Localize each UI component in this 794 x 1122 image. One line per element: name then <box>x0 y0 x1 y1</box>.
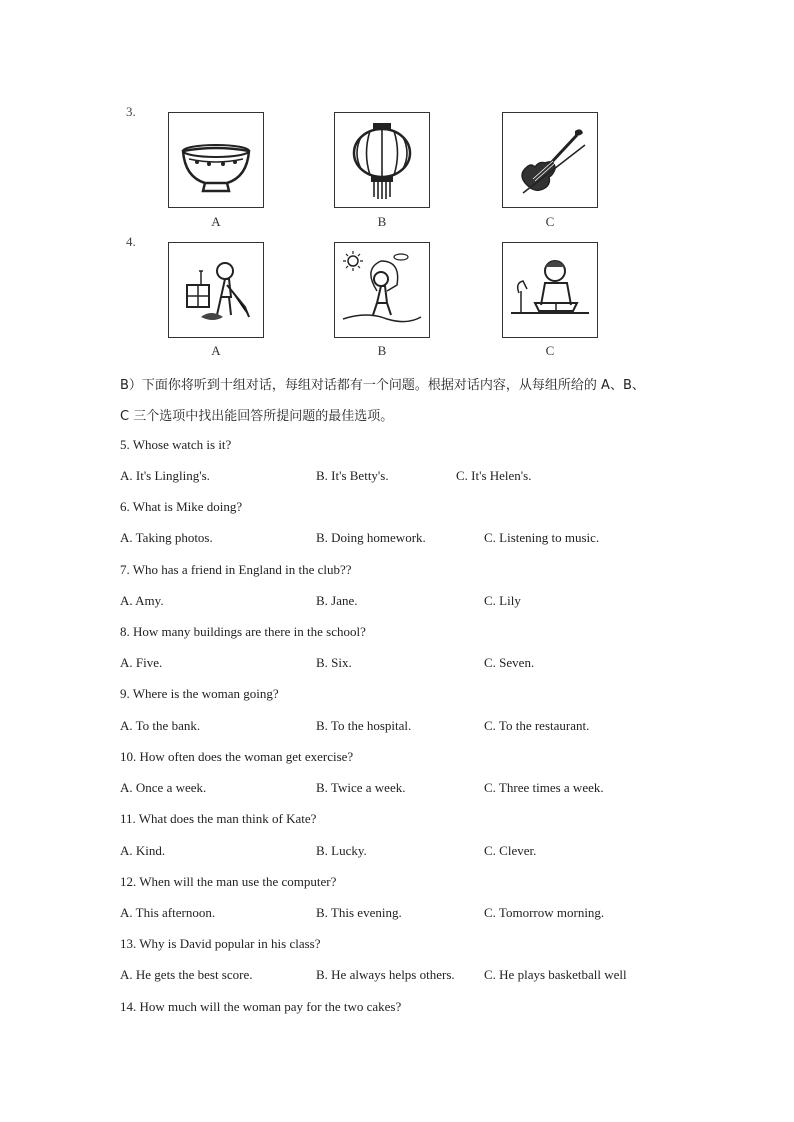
question-14-text: 14. How much will the woman pay for the two cakes? <box>120 999 402 1014</box>
answer-option-b[interactable]: B. Jane. <box>316 593 358 608</box>
question-text: 8. How many buildings are there in the school? <box>120 624 366 639</box>
answer-option-c[interactable]: C. He plays basketball well <box>484 967 627 982</box>
answer-option-b[interactable]: B. This evening. <box>316 905 402 920</box>
answer-option-a[interactable]: A. Five. <box>120 655 163 670</box>
answer-option-a[interactable]: A. It's Lingling's. <box>120 468 210 483</box>
answer-option-b[interactable]: B. To the hospital. <box>316 718 412 733</box>
answer-option-a[interactable]: A. Taking photos. <box>120 530 213 545</box>
question-text: 5. Whose watch is it? <box>120 437 232 452</box>
answer-option-b[interactable]: B. Doing homework. <box>316 530 426 545</box>
answer-option-c[interactable]: C. Lily <box>484 593 521 608</box>
answer-option-b[interactable]: B. It's Betty's. <box>316 468 389 483</box>
answer-option-c[interactable]: C. Clever. <box>484 843 537 858</box>
answer-option-a[interactable]: A. To the bank. <box>120 718 201 733</box>
picture-option-3b[interactable] <box>334 112 430 208</box>
answer-option-a[interactable]: A. This afternoon. <box>120 905 216 920</box>
lantern-icon <box>337 115 427 205</box>
bowl-icon <box>171 115 261 205</box>
picture-option-3a[interactable] <box>168 112 264 208</box>
answer-option-a[interactable]: A. Amy. <box>120 593 164 608</box>
picture-option-4a[interactable] <box>168 242 264 338</box>
answer-option-b[interactable]: B. Lucky. <box>316 843 367 858</box>
picture-option-4c[interactable] <box>502 242 598 338</box>
answer-option-a[interactable]: A. He gets the best score. <box>120 967 253 982</box>
jump-rope-girl-icon <box>337 245 427 335</box>
question-text: 10. How often does the woman get exercise? <box>120 749 354 764</box>
answer-option-c[interactable]: C. To the restaurant. <box>484 718 590 733</box>
answer-option-c[interactable]: C. Three times a week. <box>484 780 604 795</box>
question-number-4: 4. <box>126 234 136 249</box>
answer-option-a[interactable]: A. Once a week. <box>120 780 207 795</box>
question-text: 11. What does the man think of Kate? <box>120 811 317 826</box>
question-number-3: 3. <box>126 104 136 119</box>
answer-option-b[interactable]: B. He always helps others. <box>316 967 455 982</box>
question-text: 12. When will the man use the computer? <box>120 874 337 889</box>
answer-option-c[interactable]: C. It's Helen's. <box>456 468 532 483</box>
reading-boy-icon <box>505 245 595 335</box>
question-text: 9. Where is the woman going? <box>120 686 279 701</box>
picture-option-3c[interactable] <box>502 112 598 208</box>
option-label-4b: B <box>377 343 387 358</box>
section-b-instruction-line2: C 三个选项中找出能回答所提问题的最佳选项。 <box>120 409 394 424</box>
answer-option-c[interactable]: C. Seven. <box>484 655 535 670</box>
question-text: 6. What is Mike doing? <box>120 499 243 514</box>
option-label-4a: A <box>211 343 221 358</box>
option-label-4c: C <box>545 343 555 358</box>
option-label-3b: B <box>377 214 387 229</box>
answer-option-b[interactable]: B. Six. <box>316 655 352 670</box>
option-label-3a: A <box>211 214 221 229</box>
option-label-3c: C <box>545 214 555 229</box>
picture-option-4b[interactable] <box>334 242 430 338</box>
violin-icon <box>505 115 595 205</box>
answer-option-a[interactable]: A. Kind. <box>120 843 166 858</box>
question-text: 13. Why is David popular in his class? <box>120 936 321 951</box>
answer-option-c[interactable]: C. Tomorrow morning. <box>484 905 605 920</box>
cleaning-girl-icon <box>171 245 261 335</box>
answer-option-b[interactable]: B. Twice a week. <box>316 780 406 795</box>
question-text: 7. Who has a friend in England in the club?? <box>120 562 352 577</box>
answer-option-c[interactable]: C. Listening to music. <box>484 530 600 545</box>
section-b-instruction-line1: B）下面你将听到十组对话，每组对话都有一个问题。根据对话内容，从每组所给的 A、B、 <box>120 378 645 393</box>
